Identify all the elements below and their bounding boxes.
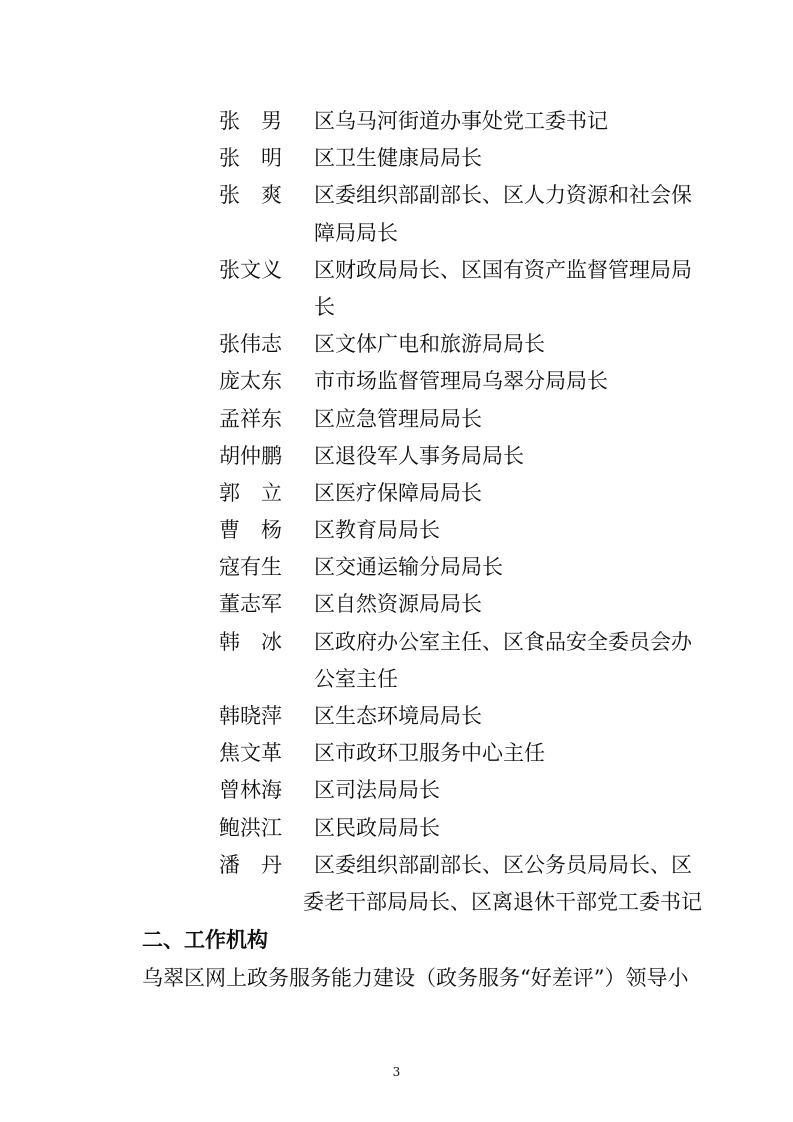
list-item [0, 512, 793, 549]
member-name: 郭 立 [219, 480, 282, 505]
member-title: 区司法局局长 [314, 778, 440, 803]
member-name: 韩 冰 [219, 629, 282, 654]
member-name: 张 爽 [219, 183, 282, 208]
member-name: 庞太东 [219, 369, 282, 394]
member-title: 区乌马河街道办事处党工委书记 [314, 109, 608, 133]
member-title: 市市场监督管理局乌翠分局局长 [314, 369, 608, 394]
member-name: 张伟志 [219, 332, 282, 357]
section-heading: 二、工作机构 [142, 928, 268, 952]
list-item [0, 363, 793, 400]
member-name: 鲍洪江 [219, 815, 282, 840]
member-title: 区医疗保障局局长 [314, 480, 482, 505]
member-title: 区政府办公室主任、区食品安全委员会办公室主任 [314, 629, 692, 691]
list-item [0, 586, 793, 623]
member-name: 焦文革 [219, 741, 282, 766]
list-item [0, 252, 793, 326]
member-name: 曾林海 [219, 778, 282, 803]
member-name: 韩晓萍 [219, 704, 282, 729]
list-item [0, 847, 793, 921]
member-title: 区应急管理局局长 [314, 406, 482, 431]
member-name: 张文义 [219, 257, 282, 282]
member-title: 区自然资源局局长 [314, 592, 482, 617]
body-paragraph: 乌翠区网上政务服务能力建设（政务服务“好差评”）领导小 [142, 966, 689, 990]
member-title: 区民政局局长 [314, 815, 440, 840]
list-item [0, 810, 793, 847]
list-item [0, 772, 793, 809]
member-title: 区退役军人事务局局长 [314, 443, 524, 468]
page-number: 3 [392, 1065, 401, 1079]
list-item [0, 475, 793, 512]
list-item [0, 624, 793, 698]
member-title: 区文体广电和旅游局局长 [314, 332, 545, 357]
member-name: 寇有生 [219, 555, 282, 580]
member-name: 董志军 [219, 592, 282, 617]
member-list [0, 103, 793, 921]
member-title: 区交通运输分局局长 [314, 555, 503, 580]
member-title: 区教育局局长 [314, 518, 440, 543]
member-title: 区委组织部副部长、区人力资源和社会保障局局长 [314, 183, 692, 245]
member-name: 孟祥东 [219, 406, 282, 431]
list-item [0, 438, 793, 475]
list-item [0, 401, 793, 438]
list-item [0, 326, 793, 363]
list-item [0, 177, 793, 251]
list-item [0, 103, 793, 140]
member-title: 区生态环境局局长 [314, 704, 482, 729]
member-name: 张 明 [219, 146, 282, 171]
member-title: 区市政环卫服务中心主任 [314, 741, 545, 766]
list-item [0, 140, 793, 177]
list-item [0, 735, 793, 772]
member-title: 区卫生健康局局长 [314, 146, 482, 171]
member-name: 胡仲鹏 [219, 443, 282, 468]
member-name: 张 男 [219, 109, 282, 133]
list-item [0, 549, 793, 586]
member-name: 曹 杨 [219, 518, 282, 543]
list-item [0, 698, 793, 735]
member-name: 潘 丹 [219, 852, 282, 877]
member-title: 区财政局局长、区国有资产监督管理局局长 [314, 257, 692, 319]
member-title: 区委组织部副部长、区公务员局局长、区委老干部局局长、区离退休干部党工委书记 [303, 852, 702, 914]
